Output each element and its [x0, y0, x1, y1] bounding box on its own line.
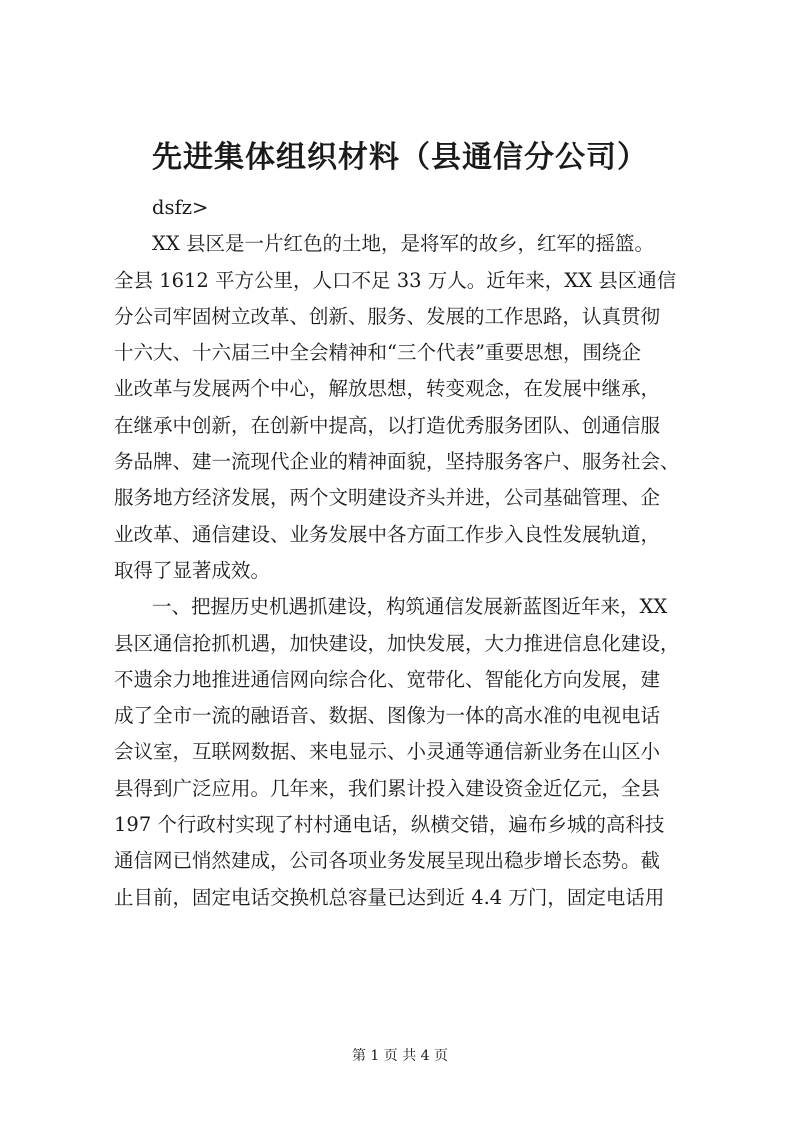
subtitle-line: dsfz> — [152, 196, 209, 219]
paragraph-line: 通信网已悄然建成，公司各项业务发展呈现出稳步增长态势。截 — [114, 849, 661, 873]
paragraph-line: XX 县区是一片红色的土地，是将军的故乡，红军的摇篮。 — [152, 232, 654, 256]
page-footer: 第 1 页 共 4 页 — [351, 1048, 449, 1064]
document-title: 先进集体组织材料（县通信分公司） — [152, 140, 648, 175]
paragraph-line: 务品牌、建一流现代企业的精神面貌，坚持服务客户、服务社会、 — [114, 450, 680, 474]
paragraph-line: 不遗余力地推进通信网向综合化、宽带化、智能化方向发展，建 — [114, 667, 661, 691]
paragraph-line: 会议室，互联网数据、来电显示、小灵通等通信新业务在山区小 — [114, 740, 661, 764]
paragraph-line: 全县 1612 平方公里，人口不足 33 万人。近年来，XX 县区通信 — [114, 268, 677, 292]
paragraph-line: 县区通信抢抓机遇，加快建设，加快发展，大力推进信息化建设， — [114, 631, 680, 655]
paragraph-line: 十六大、十六届三中全会精神和“三个代表”重要思想，围绕企 — [114, 341, 641, 365]
paragraph-line: 止目前，固定电话交换机总容量已达到近 4.4 万门，固定电话用 — [114, 885, 665, 909]
paragraph-line: 分公司牢固树立改革、创新、服务、发展的工作思路，认真贯彻 — [114, 304, 661, 328]
paragraph-line: 一、把握历史机遇抓建设，构筑通信发展新蓝图近年来，XX — [152, 595, 668, 619]
paragraph-line: 成了全市一流的融语音、数据、图像为一体的高水准的电视电话 — [114, 704, 661, 728]
paragraph-line: 取得了显著成效。 — [114, 558, 271, 582]
document-body — [114, 190, 704, 916]
paragraph-line: 197 个行政村实现了村村通电话，纵横交错，遍布乡城的高科技 — [114, 813, 665, 837]
paragraph-line: 县得到广泛应用。几年来，我们累计投入建设资金近亿元，全县 — [114, 776, 661, 800]
paragraph-line: 在继承中创新，在创新中提高，以打造优秀服务团队、创通信服 — [114, 413, 661, 437]
paragraph-line: 业改革、通信建设、业务发展中各方面工作步入良性发展轨道， — [114, 522, 661, 546]
paragraph-line: 服务地方经济发展，两个文明建设齐头并进，公司基础管理、企 — [114, 486, 661, 510]
paragraph-line: 业改革与发展两个中心，解放思想，转变观念，在发展中继承， — [114, 377, 661, 401]
